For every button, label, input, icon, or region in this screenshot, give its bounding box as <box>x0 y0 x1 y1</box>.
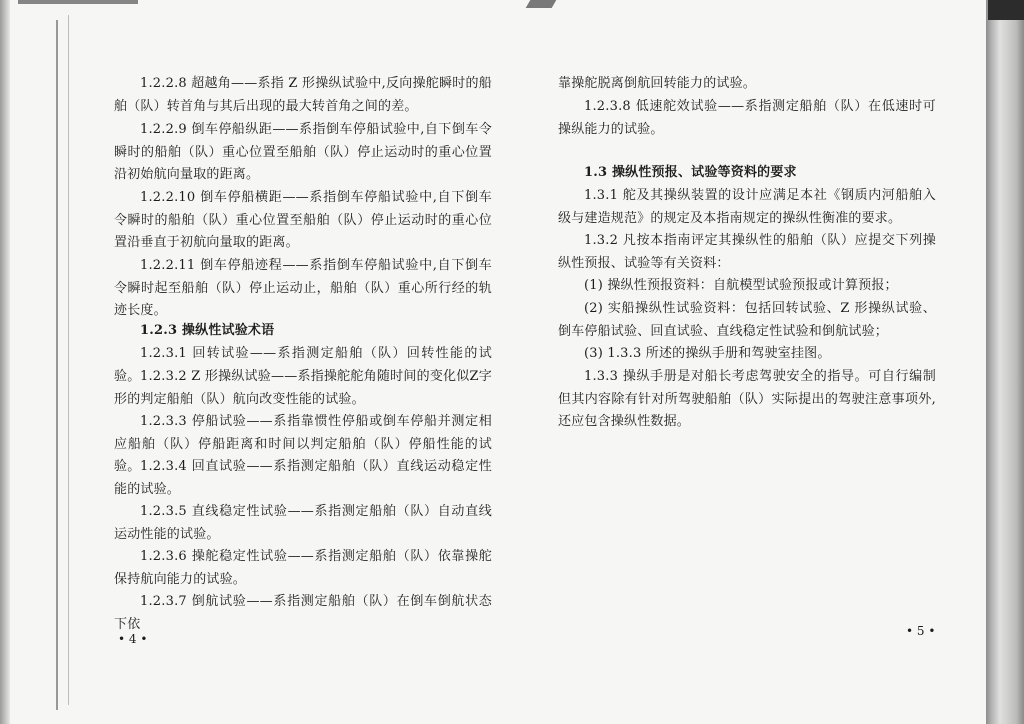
left-page <box>70 0 530 724</box>
paragraph-1-2-2-11: 1.2.2.11 倒车停船迹程——系指倒车停船试验中,自下倒车令瞬时起至船舶（队）停止运动止，船舶（队）重心所行经的轨迹长度。 <box>114 258 492 319</box>
paragraph-1-2-3-5: 1.2.3.5 直线稳定性试验——系指测定船舶（队）自动直线运动性能的试验。 <box>114 504 492 542</box>
paragraph-1-2-3-1: 1.2.3.1 回转试验——系指测定船舶（队）回转性能的试验。 <box>114 346 492 384</box>
paragraph-continuation: 靠操舵脱离倒航回转能力的试验。 <box>558 76 757 91</box>
scan-edge-left <box>0 0 10 724</box>
paragraph-1-2-2-9: 1.2.2.9 倒车停船纵距——系指倒车停船试验中,自下倒车令瞬时的船舶（队）重心位置至船舶（队）停止运动时的重心位置沿初始航向量取的距离。 <box>114 122 492 183</box>
paragraph-1-2-3-7: 1.2.3.7 倒航试验——系指测定船舶（队）在倒车倒航状态下依 <box>114 594 492 632</box>
scan-mark-top-right <box>988 0 1024 20</box>
list-item-2: (2) 实船操纵性试验资料：包括回转试验、Z 形操纵试验、倒车停船试验、回直试验、直线稳定性试验和倒航试验； <box>558 301 936 339</box>
paragraph-1-2-3-2: 1.2.3.2 Z 形操纵试验——系指操舵舵角随时间的变化似Z字形的判定船舶（队）航向改变性能的试验。 <box>114 369 492 407</box>
page-number-right: • 5 • <box>906 624 936 638</box>
paragraph-1-2-3-4: 1.2.3.4 回直试验——系指测定船舶（队）直线运动稳定性能的试验。 <box>114 459 492 497</box>
paragraph-1-2-3-6: 1.2.3.6 操舵稳定性试验——系指测定船舶（队）依靠操舵保持航向能力的试验。 <box>114 549 492 587</box>
paragraph-1-2-3-3: 1.2.3.3 停船试验——系指靠惯性停船或倒车停船并测定相应船舶（队）停船距离和时间以判定船舶（队）停船性能的试验。 <box>114 414 492 475</box>
section-heading-1-3: 1.3 操纵性预报、试验等资料的要求 <box>584 165 797 180</box>
paragraph-1-3-2: 1.3.2 凡按本指南评定其操纵性的船舶（队）应提交下列操纵性预报、试验等有关资料： <box>558 233 936 271</box>
list-item-3: (3) 1.3.3 所述的操纵手册和驾驶室挂图。 <box>584 346 831 361</box>
scan-line-left-2 <box>68 15 69 705</box>
paragraph-1-3-1: 1.3.1 舵及其操纵装置的设计应满足本社《钢质内河船舶入级与建造规范》的规定及本指南规定的操纵性衡准的要求。 <box>558 188 936 226</box>
right-page <box>540 0 990 724</box>
paragraph-1-2-3-8: 1.2.3.8 低速舵效试验——系指测定船舶（队）在低速时可操纵能力的试验。 <box>558 99 936 137</box>
section-heading-1-2-3: 1.2.3 操纵性试验术语 <box>140 323 275 338</box>
paragraph-1-2-2-8: 1.2.2.8 超越角——系指 Z 形操纵试验中,反向操舵瞬时的船舶（队）转首角与其后出现的最大转首角之间的差。 <box>114 76 492 114</box>
page-number-left: • 4 • <box>118 632 148 646</box>
paragraph-1-2-2-10: 1.2.2.10 倒车停船横距——系指倒车停船试验中,自下倒车令瞬时的船舶（队）重心位置至船舶（队）停止运动时的重心位置沿垂直于初航向量取的距离。 <box>114 190 492 251</box>
list-item-1: (1) 操纵性预报资料：自航模型试验预报或计算预报； <box>584 278 898 293</box>
paragraph-1-3-3: 1.3.3 操纵手册是对船长考虑驾驶安全的指导。可自行编制但其内容除有针对所驾驶船舶（队）实际提出的驾驶注意事项外,还应包含操纵性数据。 <box>558 369 936 430</box>
scan-line-left <box>56 20 58 710</box>
scan-edge-right <box>986 0 1024 724</box>
